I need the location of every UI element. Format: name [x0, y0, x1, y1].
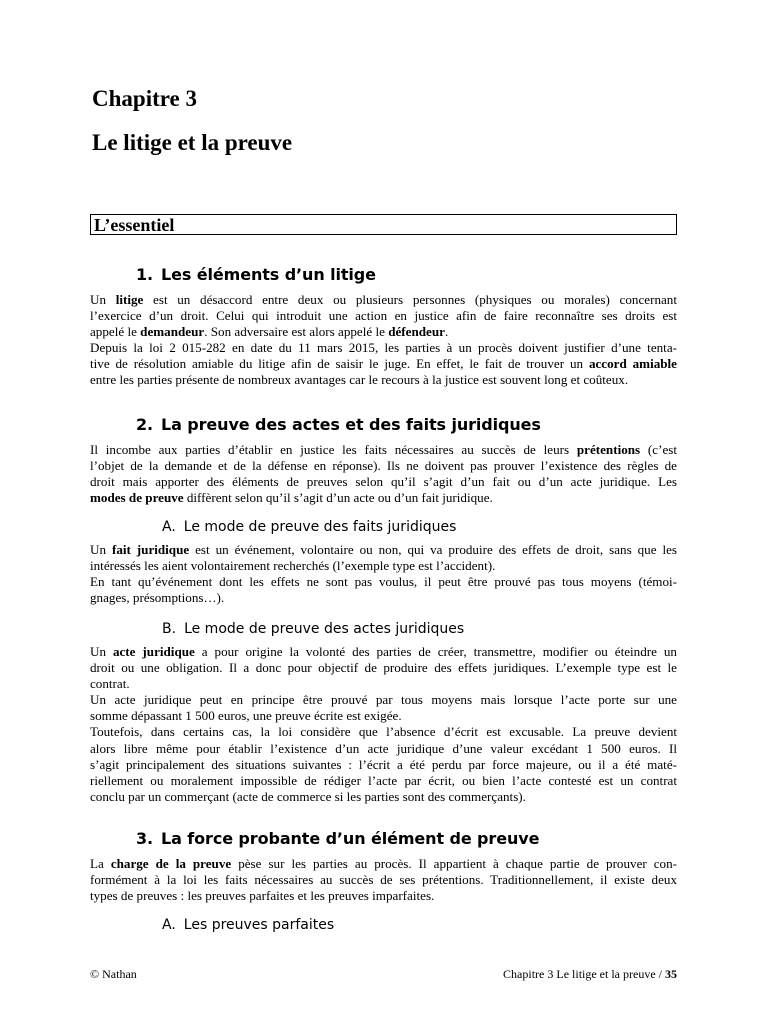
text-line: riellement ou moralement impossible de rédiger l’acte par écrit, ou bien l’acte contesté est un contrat	[90, 772, 677, 788]
bold-term: litige	[115, 292, 144, 307]
text-line: Un fait juridique est un événement, volontaire ou non, qui va produire des effets de droit, sans que les	[90, 542, 677, 557]
text-line: types de preuves : les preuves parfaites et les preuves imparfaites.	[90, 888, 435, 904]
bold-term: prétentions	[576, 442, 641, 457]
chapter-title: Le litige et la preuve	[92, 130, 293, 155]
text-line: alors libre même pour établir l’existence d’un acte juridique d’une valeur excédant 1 500 euros. Il	[90, 740, 677, 756]
footer-running-title: Chapitre 3 Le litige et la preuve / 35	[503, 967, 677, 981]
text-line: s’agit principalement des situations suivantes : l’écrit a été perdu par force majeure, ou il a été maté-	[90, 756, 677, 772]
paragraph-actes-juridiques	[90, 644, 677, 805]
page-number: 35	[665, 967, 677, 981]
text-line: Un acte juridique peut en principe être prouvé par tous moyens mais lorsque l’acte porte sur une	[90, 692, 677, 708]
text-line: Un acte juridique a pour origine la volonté des parties de créer, transmettre, modifier ou éteindre un	[90, 644, 677, 659]
essentiel-box	[90, 214, 677, 235]
text-line: La charge de la preuve pèse sur les parties au procès. Il appartient à chaque partie de prouver con-	[90, 856, 677, 871]
subsection-heading-preuves-parfaites: A. Les preuves parfaites	[162, 917, 335, 933]
text-line: conclu par un commerçant (acte de commerce si les parties sont des commerçants).	[90, 788, 526, 804]
text-line: intéressés les aient volontairement recherchés (l’exemple type est l’accident).	[90, 558, 496, 574]
chapter-label: Chapitre 3	[92, 86, 197, 111]
text-line: formément à la loi les faits nécessaires au succès de ses prétentions. Traditionnellement, il existe deux	[90, 872, 677, 888]
text-line: l’exercice d’un droit. Celui qui introduit une action en justice afin de faire reconnaître ses droits est	[90, 308, 677, 324]
bold-term: fait juridique	[111, 542, 190, 557]
bold-term: demandeur	[140, 324, 205, 340]
text-line: gnages, présomptions…).	[90, 590, 225, 606]
text-line: entre les parties présente de nombreux avantages car le recours à la justice est souvent long et coûteux.	[90, 372, 629, 388]
text-line: l’objet de la demande et de la défense en réponse). Ils ne doivent pas prouver l’existence des règles de	[90, 458, 677, 474]
subsection-heading-a: A. Le mode de preuve des faits juridiques	[162, 519, 457, 535]
bold-term: accord amiable	[588, 356, 677, 372]
text-line: En tant qu’événement dont les effets ne sont pas voulus, il peut être prouvé pas tous moyens (témoi-	[90, 574, 677, 590]
text-line: Depuis la loi 2 015-282 en date du 11 mars 2015, les parties à un procès doivent justifier d’une tenta-	[90, 340, 677, 356]
section-heading-3: 3. La force probante d’un élément de preuve	[136, 829, 540, 848]
text-line: Un litige est un désaccord entre deux ou plusieurs personnes (physiques ou morales) concernant	[90, 292, 677, 307]
text-line: tive de résolution amiable du litige afin de saisir le juge. En effet, le fait de trouver un accord amiable	[90, 356, 677, 372]
bold-term: charge de la preuve	[110, 856, 232, 871]
bold-term: modes de preuve	[90, 490, 184, 506]
section-heading-2: 2. La preuve des actes et des faits juridiques	[136, 415, 541, 434]
text-line: modes de preuve diffèrent selon qu’il s’agit d’un acte ou d’un fait juridique.	[90, 490, 493, 506]
paragraph-litige	[90, 292, 677, 389]
text-line: somme dépassant 1 500 euros, une preuve écrite est exigée.	[90, 708, 402, 724]
bold-term: défendeur	[388, 324, 445, 340]
text-line: appelé le demandeur. Son adversaire est alors appelé le défendeur.	[90, 324, 449, 340]
subsection-heading-b: B. Le mode de preuve des actes juridiques	[162, 621, 465, 637]
footer-publisher: © Nathan	[90, 967, 137, 981]
text-line: droit mais apporter des éléments de preuves selon qu’il s’agit d’un fait ou d’un acte juridique. Les	[90, 474, 677, 490]
paragraph-preuve	[90, 442, 677, 506]
text-line: Toutefois, dans certains cas, la loi considère que l’absence d’écrit est excusable. La preuve devient	[90, 724, 677, 740]
paragraph-force-probante	[90, 856, 677, 904]
essentiel-label: L’essentiel	[94, 215, 175, 235]
bold-term: acte juridique	[112, 644, 195, 659]
section-heading-1: 1. Les éléments d’un litige	[136, 265, 376, 284]
paragraph-faits-juridiques	[90, 542, 677, 606]
text-line: droit ou une obligation. Il a donc pour objectif de produire des effets juridiques. L’exemple type est le	[90, 660, 677, 676]
text-line: Il incombe aux parties d’établir en justice les faits nécessaires au succès de leurs prétentions (c’est	[90, 442, 677, 457]
text-line: contrat.	[90, 676, 130, 692]
